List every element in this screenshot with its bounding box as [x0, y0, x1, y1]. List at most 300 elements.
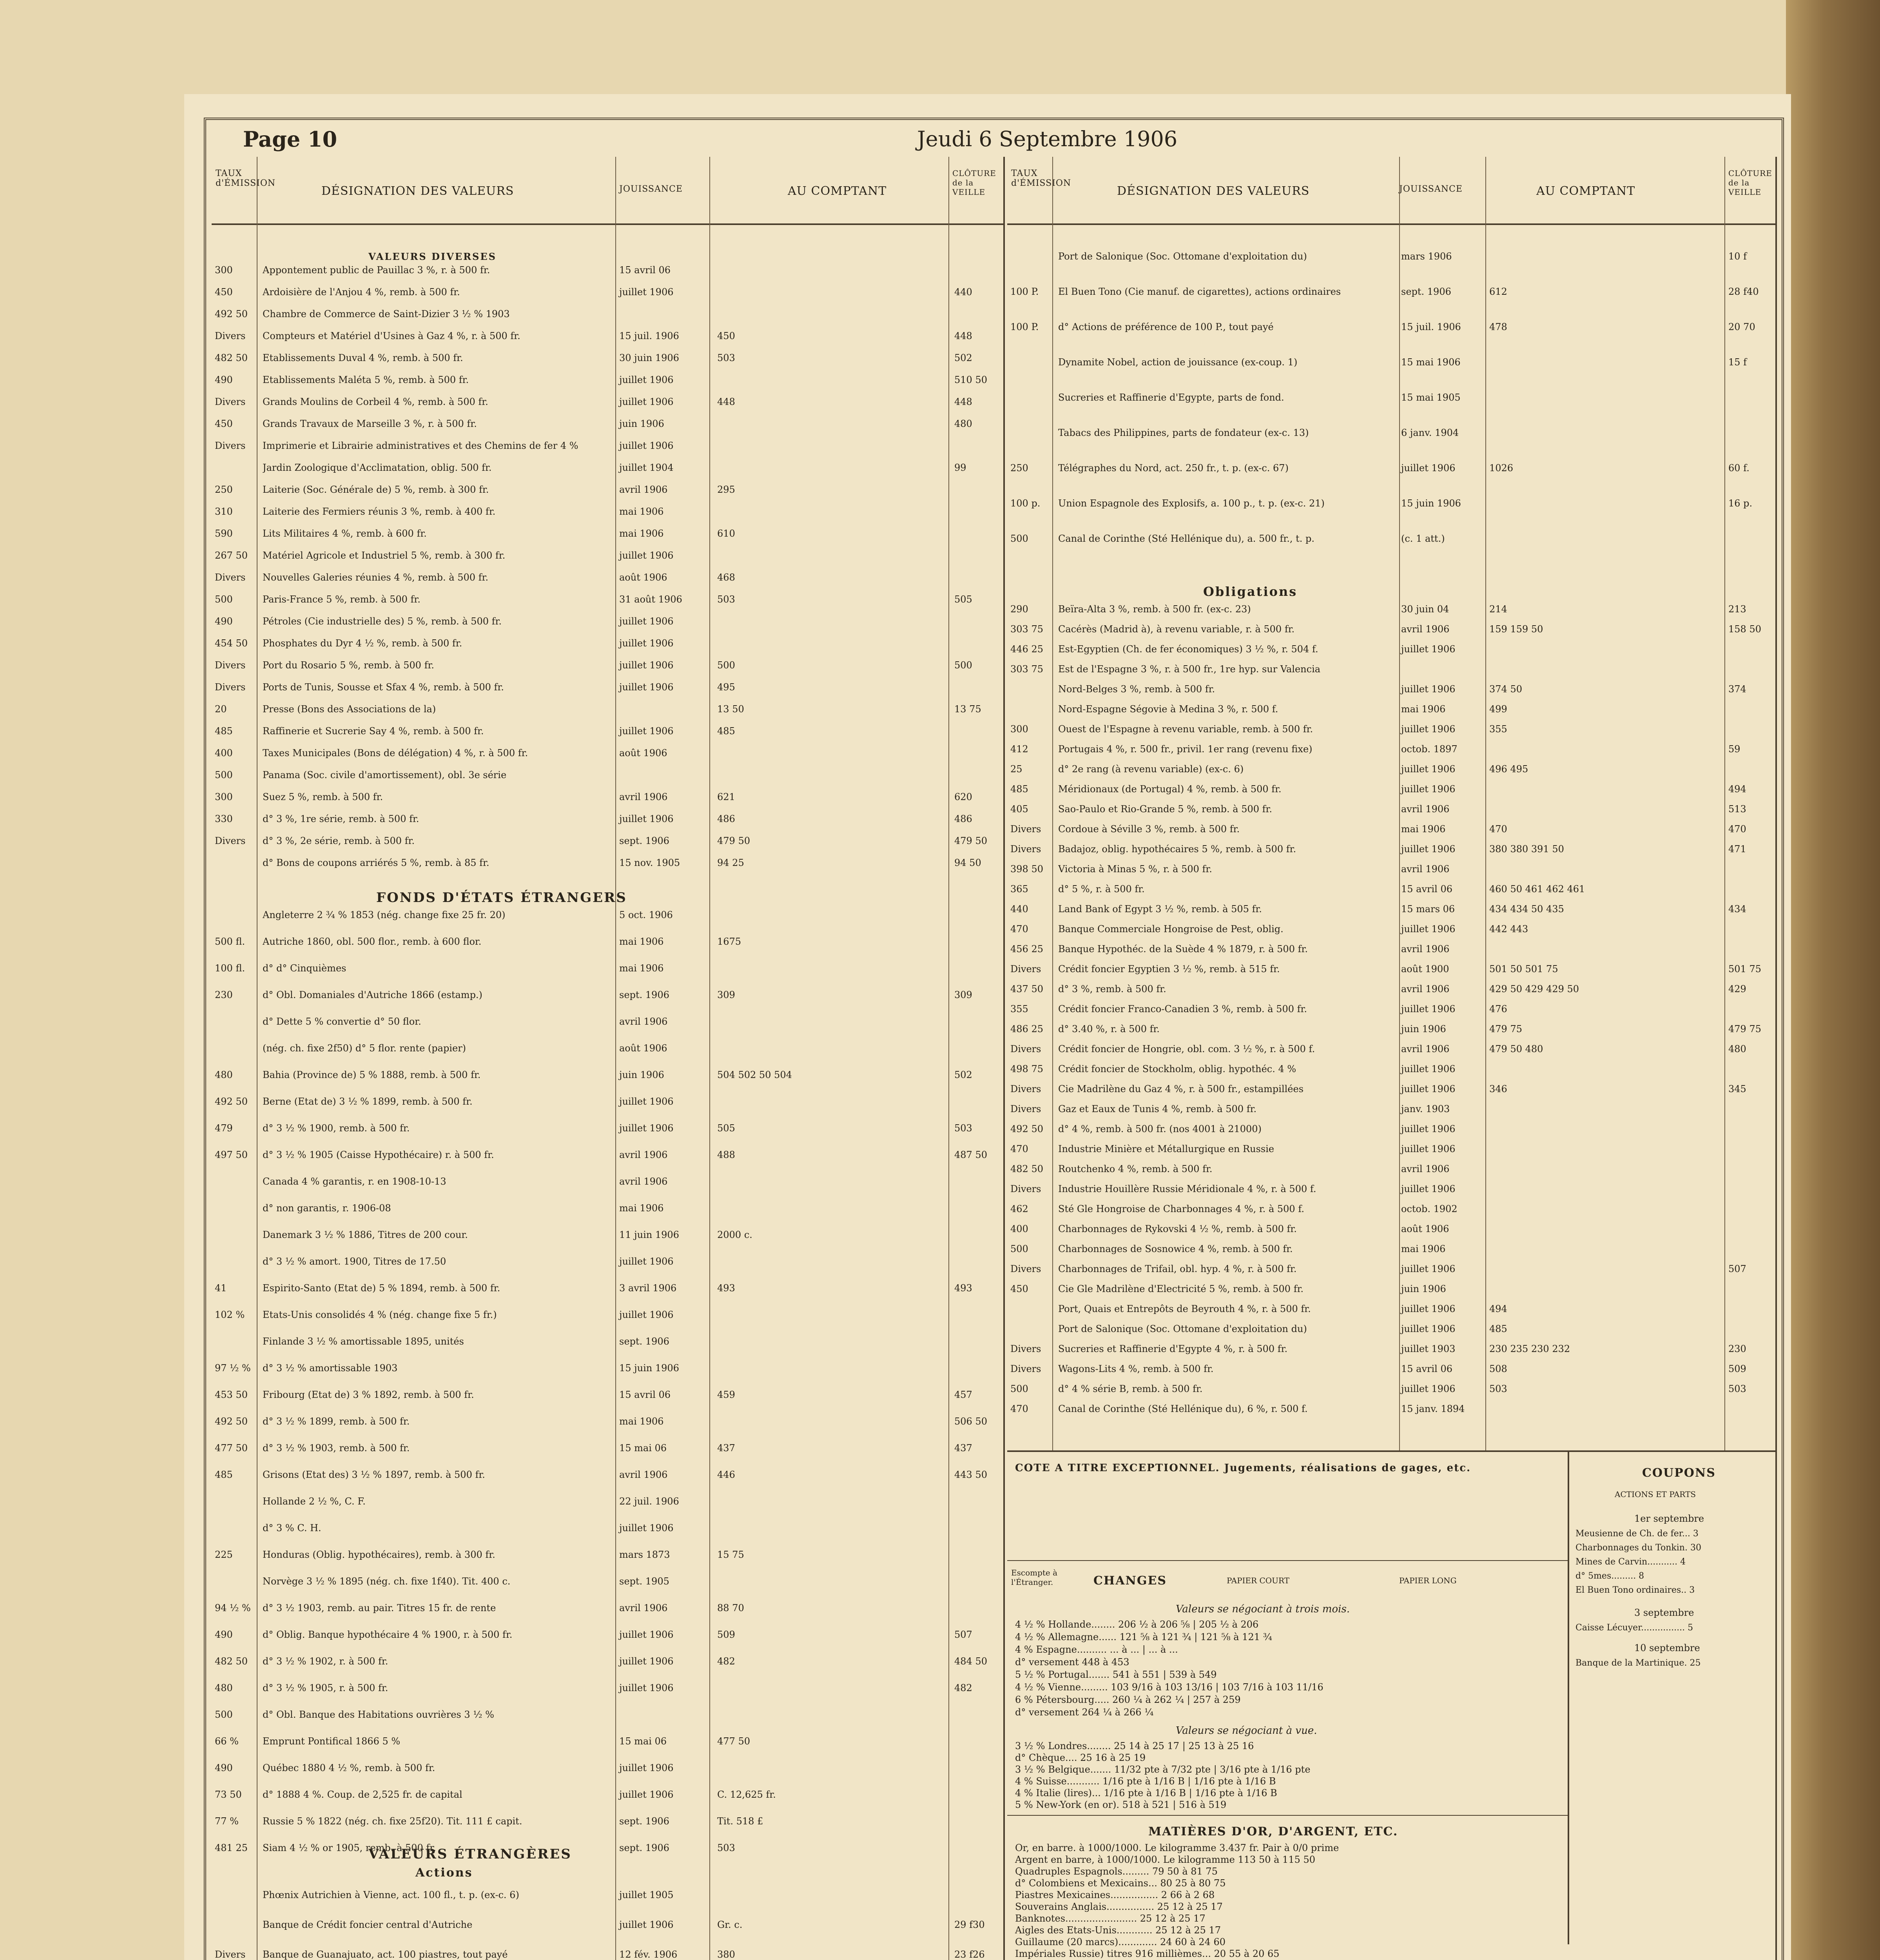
cell-des: Banque de Crédit foncier central d'Autriche	[263, 1919, 473, 1930]
changes-title: CHANGES	[1093, 1574, 1167, 1588]
table-row	[212, 1176, 1003, 1187]
table-row	[212, 484, 1003, 495]
cell-cpt: 486	[717, 813, 735, 824]
table-row	[1007, 463, 1775, 474]
cell-jou: avril 1906	[1401, 984, 1450, 995]
table-row	[1007, 744, 1775, 755]
cell-jou: 15 avril 06	[1401, 1363, 1453, 1374]
cell-taux: 470	[1010, 1143, 1028, 1154]
cell-des: Crédit foncier Egyptien 3 ½ %, remb. à 515 fr.	[1058, 964, 1280, 975]
table-row	[1007, 984, 1775, 995]
cell-des: Portugais 4 %, r. 500 fr., privil. 1er rang (revenu fixe)	[1058, 744, 1313, 755]
cell-des: Pétroles (Cie industrielle des) 5 %, remb. à 500 fr.	[263, 616, 502, 627]
cell-taux: 500	[215, 1709, 233, 1720]
cell-taux: Divers	[215, 835, 246, 846]
table-row	[1007, 357, 1775, 368]
list-item: d° versement 264 ¼ à 266 ¼	[1015, 1707, 1154, 1718]
cell-jou: sept. 1906	[619, 835, 669, 846]
cell-jou: juillet 1906	[1401, 1063, 1456, 1074]
table-row	[212, 1469, 1003, 1480]
cell-taux: Divers	[1010, 1263, 1041, 1274]
table-row	[1007, 624, 1775, 635]
table-row	[212, 660, 1003, 671]
table-row	[212, 1096, 1003, 1107]
cell-des: Grands Travaux de Marseille 3 %, r. à 500 fr.	[263, 418, 477, 429]
table-row	[1007, 1063, 1775, 1074]
cell-jou: (c. 1 att.)	[1401, 533, 1445, 544]
cell-clo: 509	[1728, 1363, 1746, 1374]
table-row	[212, 1283, 1003, 1294]
changes-note-vue: Valeurs se négociant à vue.	[1176, 1725, 1317, 1737]
rule	[1568, 1450, 1569, 1944]
cell-des: Fribourg (Etat de) 3 % 1892, remb. à 500 fr.	[263, 1389, 474, 1400]
cell-cpt: 612	[1489, 286, 1507, 297]
cell-taux: 330	[215, 813, 233, 824]
cell-des: Presse (Bons des Associations de la)	[263, 704, 436, 715]
cell-des: d° 1888 4 %. Coup. de 2,525 fr. de capital	[263, 1789, 462, 1800]
cell-cpt: 309	[717, 989, 735, 1000]
cell-clo: 503	[954, 1123, 972, 1134]
cell-cpt: 355	[1489, 724, 1507, 735]
cell-taux: 500	[1010, 1383, 1028, 1394]
list-item: Caisse Lécuyer................ 5	[1575, 1623, 1693, 1633]
cell-cpt: 380	[717, 1949, 735, 1960]
cell-des: Laiterie des Fermiers réunis 3 %, remb. à 400 fr.	[263, 506, 496, 517]
cell-jou: 15 mai 1906	[1401, 357, 1461, 368]
cell-des: Port de Salonique (Soc. Ottomane d'exploitation du)	[1058, 251, 1307, 262]
table-row	[1007, 604, 1775, 615]
cell-clo: 513	[1728, 804, 1746, 815]
cell-des: Sté Gle Hongroise de Charbonnages 4 %, r. à 500 f.	[1058, 1203, 1304, 1214]
page-number: Page 10	[243, 127, 337, 152]
cell-jou: juillet 1906	[1401, 1323, 1456, 1334]
cell-jou: avril 1906	[619, 791, 668, 802]
cell-jou: mai 1906	[619, 936, 664, 947]
cell-jou: juillet 1906	[619, 1256, 674, 1267]
cell-taux: 25	[1010, 764, 1022, 775]
table-row	[212, 791, 1003, 802]
cell-des: Lits Militaires 4 %, remb. à 600 fr.	[263, 528, 427, 539]
cell-cpt: Gr. c.	[717, 1919, 743, 1930]
cell-clo: 506 50	[954, 1416, 987, 1427]
table-row	[212, 1203, 1003, 1214]
cell-taux: 450	[215, 287, 233, 298]
col-jouissance: JOUISSANCE	[1399, 184, 1463, 194]
list-item: 3 ½ % Londres........ 25 14 à 25 17 | 25 13 à 25 16	[1015, 1740, 1254, 1751]
cell-cpt: 496 495	[1489, 764, 1528, 775]
cell-jou: mai 1906	[1401, 1243, 1446, 1254]
table-row	[212, 1576, 1003, 1587]
cell-clo: 482	[954, 1682, 972, 1693]
cell-clo: 429	[1728, 984, 1746, 995]
table-row	[212, 1443, 1003, 1454]
cell-jou: juillet 1906	[619, 813, 674, 824]
cell-taux: 440	[1010, 904, 1028, 915]
cell-des: Canal de Corinthe (Sté Hellénique du), 6 %, r. 500 f.	[1058, 1403, 1308, 1414]
cell-taux: 462	[1010, 1203, 1028, 1214]
cell-jou: avril 1906	[619, 1149, 668, 1160]
cell-jou: juin 1906	[1401, 1024, 1446, 1034]
cell-clo: 448	[954, 396, 972, 407]
list-item: 5 % New-York (en or). 518 à 521 | 516 à 519	[1015, 1799, 1227, 1810]
list-item: 4 ½ % Vienne......... 103 9/16 à 103 13/16 | 103 7/16 à 103 11/16	[1015, 1682, 1323, 1693]
cell-taux: Divers	[1010, 1363, 1041, 1374]
cell-clo: 309	[954, 989, 972, 1000]
cell-des: d° 3 ½ % 1900, remb. à 500 fr.	[263, 1123, 410, 1134]
cell-jou: mai 1906	[619, 528, 664, 539]
cell-clo: 507	[1728, 1263, 1746, 1274]
right-column	[1007, 157, 1777, 1960]
cell-jou: avril 1906	[619, 1016, 668, 1027]
cell-des: Crédit foncier de Stockholm, oblig. hypothéc. 4 %	[1058, 1063, 1296, 1074]
cell-jou: sept. 1906	[1401, 286, 1451, 297]
cell-jou: 15 juin 1906	[1401, 498, 1461, 509]
cell-taux: 500 fl.	[215, 936, 245, 947]
cell-cpt: 15 75	[717, 1549, 744, 1560]
cell-des: Laiterie (Soc. Générale de) 5 %, remb. à 300 fr.	[263, 484, 489, 495]
cell-taux: 437 50	[1010, 984, 1043, 995]
table-row	[1007, 1183, 1775, 1194]
cell-cpt: 488	[717, 1149, 735, 1160]
table-row	[1007, 321, 1775, 332]
cell-jou: juillet 1906	[1401, 784, 1456, 795]
cell-jou: octob. 1902	[1401, 1203, 1458, 1214]
table-row	[212, 352, 1003, 363]
table-row	[212, 506, 1003, 517]
table-row	[1007, 904, 1775, 915]
cell-des: Honduras (Oblig. hypothécaires), remb. à 300 fr.	[263, 1549, 495, 1560]
cell-taux: Divers	[215, 396, 246, 407]
table-row	[212, 1736, 1003, 1747]
list-item: Charbonnages du Tonkin. 30	[1575, 1543, 1701, 1553]
cell-jou: 15 juin 1906	[619, 1363, 679, 1374]
table-row	[212, 265, 1003, 276]
table-row	[1007, 1083, 1775, 1094]
cell-clo: 20 70	[1728, 321, 1755, 332]
cell-jou: juillet 1906	[619, 1789, 674, 1800]
cell-cpt: 621	[717, 791, 735, 802]
cell-taux: 450	[215, 418, 233, 429]
cell-jou: avril 1906	[1401, 1044, 1450, 1054]
table-row	[212, 462, 1003, 473]
cell-taux: 497 50	[215, 1149, 248, 1160]
cell-des: d° non garantis, r. 1906-08	[263, 1203, 391, 1214]
cell-cpt: 214	[1489, 604, 1507, 615]
cell-taux: 250	[215, 484, 233, 495]
cell-des: (nég. ch. fixe 2f50) d° 5 flor. rente (papier)	[263, 1043, 466, 1054]
cell-des: Phosphates du Dyr 4 ½ %, remb. à 500 fr.	[263, 638, 462, 649]
cell-taux: 479	[215, 1123, 233, 1134]
cell-taux: Divers	[215, 440, 246, 451]
table-row	[212, 1069, 1003, 1080]
coupons-date-2: 3 septembre	[1634, 1607, 1694, 1618]
cell-jou: 12 fév. 1906	[619, 1949, 678, 1960]
cell-taux: 490	[215, 616, 233, 627]
cell-cpt: 503	[717, 1842, 735, 1853]
cell-des: d° 4 % série B, remb. à 500 fr.	[1058, 1383, 1203, 1394]
cell-jou: 11 juin 1906	[619, 1229, 679, 1240]
cell-taux: 230	[215, 989, 233, 1000]
table-row	[1007, 1223, 1775, 1234]
list-item: 4 % Suisse........... 1/16 pte à 1/16 B | 1/16 pte à 1/16 B	[1015, 1776, 1276, 1787]
cell-cpt: 477 50	[717, 1736, 750, 1747]
left-rows-b	[212, 909, 1003, 1897]
cell-jou: janv. 1903	[1401, 1103, 1450, 1114]
cell-jou: juillet 1906	[619, 726, 674, 737]
cell-jou: juillet 1906	[619, 1919, 674, 1930]
cell-des: d° 3 ½ % 1903, remb. à 500 fr.	[263, 1443, 410, 1454]
list-item: Souverains Anglais................ 25 12 à 25 17	[1015, 1901, 1223, 1912]
cell-des: Cie Madrilène du Gaz 4 %, r. à 500 fr., estampillées	[1058, 1083, 1304, 1094]
cell-taux: Divers	[1010, 1083, 1041, 1094]
cell-jou: juillet 1906	[619, 396, 674, 407]
cell-cpt: 468	[717, 572, 735, 583]
left-column-header	[212, 157, 1003, 225]
section-valeurs-etrangeres: VALEURS ÉTRANGÈRES	[368, 1846, 572, 1862]
cell-taux: 405	[1010, 804, 1028, 815]
cell-cpt: 476	[1489, 1004, 1507, 1014]
cell-clo: 448	[954, 330, 972, 341]
cell-jou: mai 1906	[1401, 824, 1446, 835]
changes-note-trois-mois: Valeurs se négociant à trois mois.	[1176, 1603, 1350, 1615]
table-row	[212, 1709, 1003, 1720]
cell-taux: 300	[215, 265, 233, 276]
cell-des: Charbonnages de Rykovski 4 ½ %, remb. à 500 fr.	[1058, 1223, 1297, 1234]
cell-taux: 20	[215, 704, 227, 715]
cell-des: Jardin Zoologique d'Acclimatation, oblig. 500 fr.	[263, 462, 492, 473]
cell-des: Danemark 3 ½ % 1886, Titres de 200 cour.	[263, 1229, 468, 1240]
table-row	[1007, 1303, 1775, 1314]
cell-cpt: 501 50 501 75	[1489, 964, 1558, 975]
table-row	[1007, 1044, 1775, 1054]
cell-des: El Buen Tono (Cie manuf. de cigarettes), actions ordinaires	[1058, 286, 1341, 297]
table-row	[212, 1149, 1003, 1160]
cell-des: Canal de Corinthe (Sté Hellénique du), a. 500 fr., t. p.	[1058, 533, 1314, 544]
cell-cpt: 374 50	[1489, 684, 1522, 695]
cell-clo: 500	[954, 660, 972, 671]
cell-des: d° 3 ½ 1903, remb. au pair. Titres 15 fr. de rente	[263, 1602, 496, 1613]
left-rows-a	[212, 265, 1003, 892]
cell-clo: 479 75	[1728, 1024, 1761, 1034]
cell-jou: juillet 1906	[1401, 1263, 1456, 1274]
cell-cpt: 459	[717, 1389, 735, 1400]
cell-cpt: 499	[1489, 704, 1507, 715]
cell-clo: 457	[954, 1389, 972, 1400]
cell-taux: 485	[1010, 784, 1028, 795]
cell-jou: juillet 1906	[1401, 924, 1456, 935]
list-item: Banknotes........................ 25 12 à 25 17	[1015, 1913, 1206, 1924]
cell-taux: 590	[215, 528, 233, 539]
table-row	[1007, 427, 1775, 438]
cell-des: Port du Rosario 5 %, remb. à 500 fr.	[263, 660, 434, 671]
cell-cpt: 295	[717, 484, 735, 495]
table-row	[212, 528, 1003, 539]
cell-cpt: 159 159 50	[1489, 624, 1543, 635]
cell-jou: octob. 1897	[1401, 744, 1458, 755]
cell-clo: 510 50	[954, 374, 987, 385]
list-item: d° Colombiens et Mexicains... 80 25 à 80 75	[1015, 1878, 1226, 1889]
cell-des: Port de Salonique (Soc. Ottomane d'exploitation du)	[1058, 1323, 1307, 1334]
cell-jou: août 1906	[619, 572, 667, 583]
table-row	[1007, 664, 1775, 675]
cell-taux: 400	[1010, 1223, 1028, 1234]
table-row	[1007, 1383, 1775, 1394]
cell-des: d° Obl. Domaniales d'Autriche 1866 (estamp.)	[263, 989, 482, 1000]
cell-cpt: 485	[1489, 1323, 1507, 1334]
matieres-title: MATIÈRES D'OR, D'ARGENT, ETC.	[1148, 1825, 1398, 1838]
cell-des: d° d° Cinquièmes	[263, 963, 346, 974]
cell-des: Taxes Municipales (Bons de délégation) 4 %, r. à 500 fr.	[263, 748, 528, 759]
cell-cpt: 437	[717, 1443, 735, 1454]
table-row	[212, 936, 1003, 947]
cell-des: Russie 5 % 1822 (nég. ch. fixe 25f20). Tit. 111 £ capit.	[263, 1816, 522, 1827]
cell-des: Banque Hypothéc. de la Suède 4 % 1879, r. à 500 fr.	[1058, 944, 1308, 955]
cell-jou: avril 1906	[1401, 944, 1450, 955]
cell-des: Siam 4 ½ % or 1905, remb. à 500 fr.	[263, 1842, 436, 1853]
table-row	[212, 418, 1003, 429]
cell-clo: 13 75	[954, 704, 981, 715]
cell-jou: 15 avril 06	[619, 265, 671, 276]
cell-taux: 482 50	[1010, 1163, 1043, 1174]
page-header	[219, 123, 1771, 151]
cell-des: d° Actions de préférence de 100 P., tout payé	[1058, 321, 1274, 332]
cell-cpt: 482	[717, 1656, 735, 1667]
cell-taux: 500	[215, 594, 233, 605]
cell-taux: 355	[1010, 1004, 1028, 1014]
cell-des: Ports de Tunis, Sousse et Sfax 4 %, remb. à 500 fr.	[263, 682, 504, 693]
cell-cpt: Tit. 518 £	[717, 1816, 763, 1827]
cell-jou: 15 avril 06	[619, 1389, 671, 1400]
list-item: Guillaume (20 marcs)............. 24 60 à 24 60	[1015, 1936, 1226, 1947]
table-row	[1007, 1363, 1775, 1374]
cell-taux: 300	[215, 791, 233, 802]
cell-cpt: 500	[717, 660, 735, 671]
cell-clo: 494	[1728, 784, 1746, 795]
table-row	[212, 1309, 1003, 1320]
table-row	[212, 1043, 1003, 1054]
cell-jou: 15 mai 06	[619, 1443, 667, 1454]
cell-jou: avril 1906	[619, 1469, 668, 1480]
cell-taux: Divers	[1010, 1044, 1041, 1054]
cell-des: Sucreries et Raffinerie d'Egypte, parts de fond.	[1058, 392, 1284, 403]
cell-des: Tabacs des Philippines, parts de fondateur (ex-c. 13)	[1058, 427, 1309, 438]
cell-taux: 492 50	[215, 1096, 248, 1107]
cell-cpt: 448	[717, 396, 735, 407]
cell-taux: 446 25	[1010, 644, 1043, 655]
cell-des: Dynamite Nobel, action de jouissance (ex-coup. 1)	[1058, 357, 1298, 368]
cell-jou: juillet 1906	[1401, 1004, 1456, 1014]
cell-jou: mars 1906	[1401, 251, 1452, 262]
cell-taux: 482 50	[215, 352, 248, 363]
cell-des: Ouest de l'Espagne à revenu variable, remb. à 500 fr.	[1058, 724, 1313, 735]
col-comptant: AU COMPTANT	[1536, 184, 1635, 198]
cell-taux: 500	[215, 769, 233, 780]
cell-clo: 443 50	[954, 1469, 987, 1480]
cell-taux: 485	[215, 726, 233, 737]
cell-des: Ardoisière de l'Anjou 4 %, remb. à 500 fr.	[263, 287, 460, 298]
cell-des: Nouvelles Galeries réunies 4 %, remb. à 500 fr.	[263, 572, 488, 583]
cell-jou: 15 mars 06	[1401, 904, 1455, 915]
cell-taux: 100 p.	[1010, 498, 1041, 509]
cell-taux: 73 50	[215, 1789, 242, 1800]
table-row	[212, 1919, 1003, 1930]
cell-des: Compteurs et Matériel d'Usines à Gaz 4 %, r. à 500 fr.	[263, 330, 520, 341]
table-row	[212, 396, 1003, 407]
cell-jou: juin 1906	[619, 1069, 664, 1080]
table-row	[212, 682, 1003, 693]
cell-des: Industrie Minière et Métallurgique en Russie	[1058, 1143, 1274, 1154]
rule	[1007, 1560, 1568, 1563]
cell-jou: juillet 1906	[1401, 684, 1456, 695]
cell-jou: juillet 1903	[1401, 1343, 1456, 1354]
cell-clo: 480	[1728, 1044, 1746, 1054]
cell-jou: juillet 1906	[619, 550, 674, 561]
table-row	[212, 1389, 1003, 1400]
cell-des: Paris-France 5 %, remb. à 500 fr.	[263, 594, 421, 605]
section-fonds-etats: FONDS D'ÉTATS ÉTRANGERS	[376, 890, 627, 906]
cell-des: Cordoue à Séville 3 %, remb. à 500 fr.	[1058, 824, 1240, 835]
cell-jou: août 1906	[619, 748, 667, 759]
cell-taux: 365	[1010, 884, 1028, 895]
cell-des: Finlande 3 ½ % amortissable 1895, unités	[263, 1336, 464, 1347]
cell-cpt: 429 50 429 429 50	[1489, 984, 1579, 995]
cell-taux: 41	[215, 1283, 227, 1294]
cell-des: d° Dette 5 % convertie d° 50 flor.	[263, 1016, 421, 1027]
table-row	[212, 374, 1003, 385]
coupons-date-3: 10 septembre	[1634, 1642, 1700, 1653]
cell-des: Grands Moulins de Corbeil 4 %, remb. à 500 fr.	[263, 396, 488, 407]
cote-exceptionnel-title: COTE A TITRE EXCEPTIONNEL. Jugements, réalisations de gages, etc.	[1015, 1462, 1471, 1474]
cell-clo: 479 50	[954, 835, 987, 846]
cell-clo: 620	[954, 791, 972, 802]
table-row	[212, 1842, 1003, 1853]
table-row	[1007, 724, 1775, 735]
cell-jou: juin 1906	[619, 418, 664, 429]
list-item: 4 ½ % Hollande........ 206 ½ à 206 ⅝ | 205 ½ à 206	[1015, 1619, 1259, 1630]
cell-jou: 3 avril 1906	[619, 1283, 677, 1294]
cell-clo: 16 p.	[1728, 498, 1753, 509]
cell-taux: 490	[215, 1762, 233, 1773]
changes-escompte-header: Escompte à l'Étranger.	[1011, 1568, 1058, 1587]
cell-des: Berne (Etat de) 3 ½ % 1899, remb. à 500 fr.	[263, 1096, 473, 1107]
table-row	[1007, 1323, 1775, 1334]
cell-cpt: 504 502 50 504	[717, 1069, 792, 1080]
cell-des: Panama (Soc. civile d'amortissement), obl. 3e série	[263, 769, 507, 780]
cell-des: d° 5 %, r. à 500 fr.	[1058, 884, 1145, 895]
cell-des: Gaz et Eaux de Tunis 4 %, remb. à 500 fr.	[1058, 1103, 1257, 1114]
cell-des: Est-Egyptien (Ch. de fer économiques) 3 ½ %, r. 504 f.	[1058, 644, 1318, 655]
cell-des: Etablissements Maléta 5 %, remb. à 500 fr.	[263, 374, 469, 385]
cell-clo: 28 f40	[1728, 286, 1759, 297]
cell-clo: 471	[1728, 844, 1746, 855]
cell-taux: 492 50	[1010, 1123, 1043, 1134]
cell-cpt: 503	[717, 352, 735, 363]
cell-taux: 485	[215, 1469, 233, 1480]
table-row	[1007, 824, 1775, 835]
cell-clo: 487 50	[954, 1149, 987, 1160]
cell-taux: 94 ½ %	[215, 1602, 251, 1613]
cell-jou: sept. 1906	[619, 1842, 669, 1853]
cell-taux: 303 75	[1010, 664, 1043, 675]
table-row	[212, 616, 1003, 627]
table-row	[1007, 1143, 1775, 1154]
coupons-date-1: 1er septembre	[1634, 1513, 1704, 1524]
cell-des: Banque de Guanajuato, act. 100 piastres, tout payé	[263, 1949, 508, 1960]
cell-taux: 482 50	[215, 1656, 248, 1667]
list-item: Argent en barre, à 1000/1000. Le kilogramme 113 50 à 115 50	[1015, 1854, 1316, 1865]
cell-clo: 29 f30	[954, 1919, 985, 1930]
cell-jou: juillet 1906	[619, 1123, 674, 1134]
